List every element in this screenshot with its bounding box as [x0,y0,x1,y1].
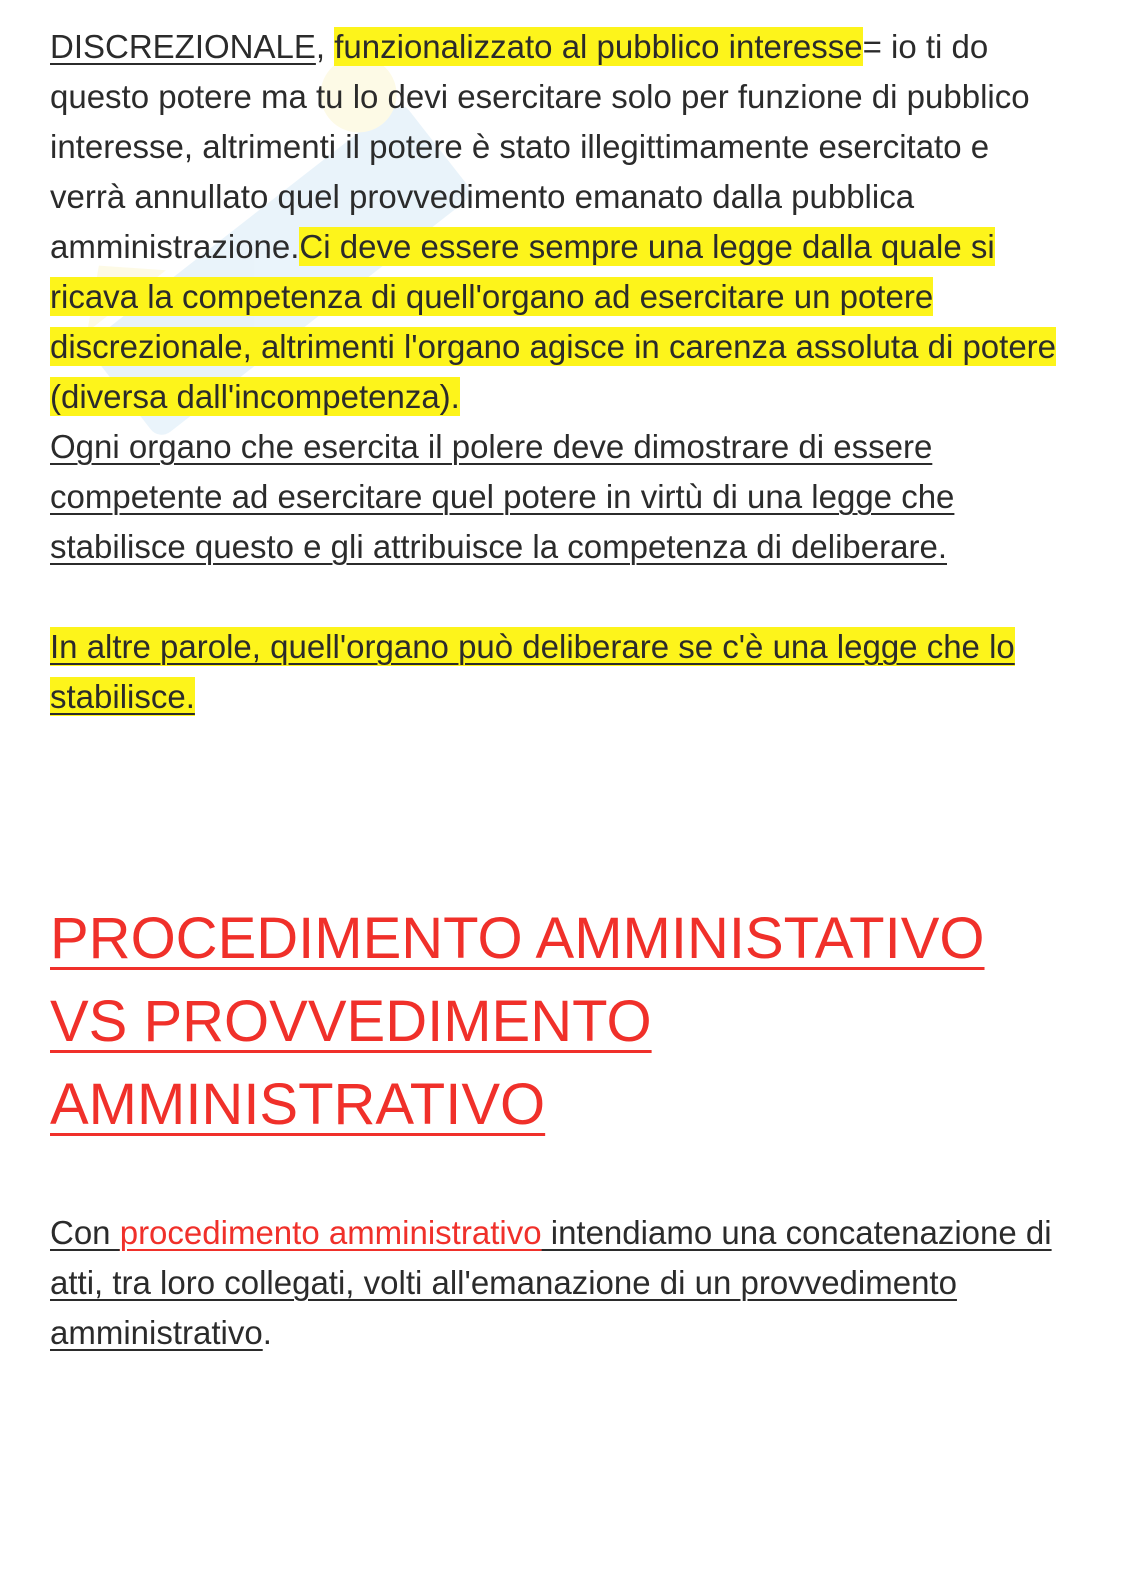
definition-body: intendiamo una concatenazione di atti, tra loro collegati, volti all'emanazione di un provvedimento amministrativo [50,1214,1052,1351]
heading-line-1: PROCEDIMENTO AMMINISTATIVO [50,906,985,971]
highlight-pubblico-interesse: funzionalizzato al pubblico interesse [334,28,863,65]
definition-prefix: Con [50,1214,120,1251]
intro-paragraph [50,22,1060,422]
heading-line-3: AMMINISTRATIVO [50,1072,546,1137]
competence-paragraph: Ogni organo che esercita il polere deve dimostrare di essere competente ad esercitare quel potere in virtù di una legge che stabilisce questo e gli attribuisce la competenza di deliberare. [50,428,955,565]
intro-explanation: = io ti do questo potere ma tu lo devi esercitare solo per funzione di pubblico interesse, altrimenti il potere è stato illegittimamente esercitato e verrà annullato quel provvedimento emanato dalla pubblica amministrazione. [50,28,1030,265]
highlight-summary: In altre parole, quell'organo può deliberare se c'è una legge che lo stabilisce. [50,628,1015,715]
term-discrezionale: DISCREZIONALE [50,28,316,65]
summary-paragraph [50,622,1060,722]
definition-period: . [262,1314,272,1351]
document-page [50,22,1060,1358]
section-heading [50,897,1060,1146]
intro-comma: , [315,28,326,65]
definition-term: procedimento amministrativo [119,1214,542,1251]
definition-paragraph [50,1208,1060,1358]
paragraph-spacer [50,572,1060,622]
highlight-legge-competenza: Ci deve essere sempre una legge dalla quale si ricava la competenza di quell'organo ad esercitare un potere discrezionale, altrimenti l'organo agisce in carenza assoluta di potere (diversa dall'incompetenza). [50,228,1057,415]
heading-line-2: VS PROVVEDIMENTO [50,989,652,1054]
